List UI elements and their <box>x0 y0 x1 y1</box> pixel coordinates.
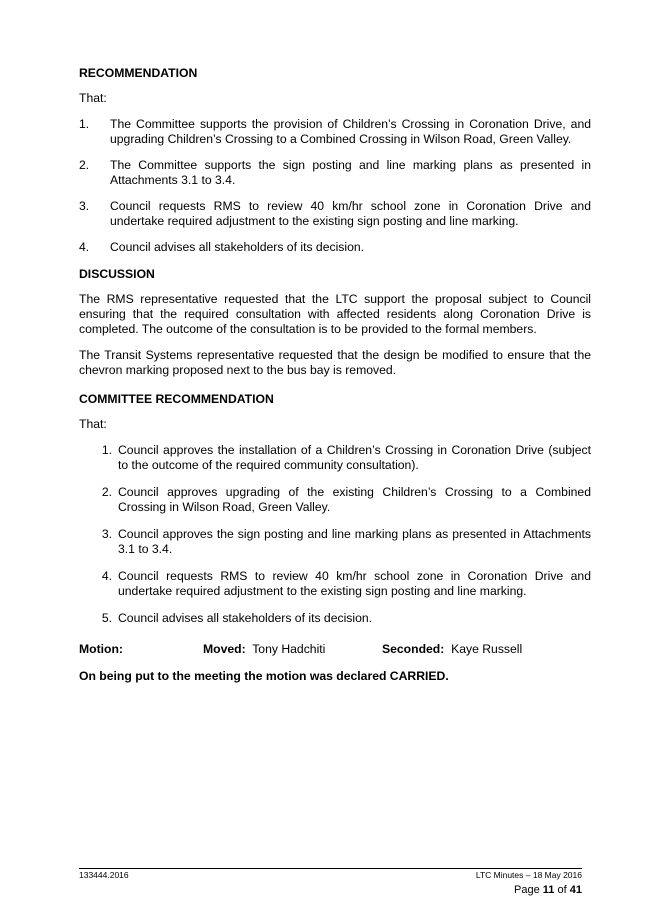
committee-intro: That: <box>79 417 107 431</box>
moved-block <box>203 642 382 657</box>
list-item-number: 4. <box>101 569 112 583</box>
moved-label: Moved: <box>203 642 246 656</box>
list-item-text: The Committee supports the provision of Children’s Crossing in Coronation Drive, and upgrading Children’s Crossing to a Combined Crossing in Wilson Road, Green Valley. <box>110 117 591 146</box>
list-item <box>79 485 591 515</box>
footer-doc-number: 133444.2016 <box>79 870 129 880</box>
list-item-text: Council approves the sign posting and line marking plans as presented in Attachments 3.1 to 3.4. <box>118 527 591 556</box>
committee-recommendation-list <box>79 443 591 626</box>
list-item <box>79 199 591 229</box>
list-item <box>79 527 591 557</box>
list-item-text: Council approves upgrading of the existing Children’s Crossing to a Combined Crossing in Wilson Road, Green Valley. <box>118 485 591 514</box>
list-item <box>79 158 591 188</box>
committee-recommendation-heading: COMMITTEE RECOMMENDATION <box>79 392 274 406</box>
list-item <box>79 569 591 599</box>
list-item-text: Council advises all stakeholders of its decision. <box>110 240 365 254</box>
page-word: Page <box>514 884 540 896</box>
page-of: of <box>557 884 567 896</box>
seconded-label: Seconded: <box>382 642 445 656</box>
list-item-number: 3. <box>101 527 112 541</box>
list-item-text: Council approves the installation of a Children’s Crossing in Coronation Drive (subject to the outcome of the required community consultation). <box>118 443 591 472</box>
list-item-number: 4. <box>79 240 90 254</box>
footer-divider <box>79 868 582 869</box>
seconded-block <box>382 642 522 657</box>
page-total: 41 <box>569 884 582 896</box>
discussion-paragraph: The RMS representative requested that the LTC support the proposal subject to Council ensuring that the required consultation with affected residents along Coronation Drive is completed. The outcome of the consultation is to be provided to the formal members. <box>79 292 591 336</box>
list-item-text: Council requests RMS to review 40 km/hr school zone in Coronation Drive and undertake required adjustment to the existing sign posting and line marking. <box>110 199 591 228</box>
list-item-text: Council advises all stakeholders of its decision. <box>118 611 373 625</box>
motion-row <box>79 642 591 657</box>
list-item <box>79 117 591 147</box>
list-item-number: 2. <box>101 485 112 499</box>
list-item <box>79 443 591 473</box>
motion-label: Motion: <box>79 642 123 656</box>
page-content <box>79 66 591 684</box>
list-item-text: Council requests RMS to review 40 km/hr school zone in Coronation Drive and undertake required adjustment to the existing sign posting and line marking. <box>118 569 591 598</box>
page-number <box>514 884 582 897</box>
recommendation-intro: That: <box>79 91 107 105</box>
list-item-text: The Committee supports the sign posting and line marking plans as presented in Attachments 3.1 to 3.4. <box>110 158 591 187</box>
seconded-by: Kaye Russell <box>451 642 523 656</box>
list-item-number: 5. <box>101 611 112 625</box>
moved-by: Tony Hadchiti <box>252 642 326 656</box>
page-current: 11 <box>542 884 555 896</box>
discussion-heading: DISCUSSION <box>79 267 155 281</box>
list-item <box>79 240 591 255</box>
recommendation-list <box>79 117 591 255</box>
list-item-number: 3. <box>79 199 90 213</box>
list-item-number: 1. <box>79 117 90 131</box>
list-item <box>79 611 591 626</box>
motion-result: On being put to the meeting the motion was declared CARRIED. <box>79 669 449 683</box>
list-item-number: 2. <box>79 158 90 172</box>
recommendation-heading: RECOMMENDATION <box>79 66 198 80</box>
discussion-paragraph: The Transit Systems representative requested that the design be modified to ensure that the chevron marking proposed next to the bus bay is removed. <box>79 348 591 377</box>
list-item-number: 1. <box>101 443 112 457</box>
footer-doc-title: LTC Minutes – 18 May 2016 <box>475 870 582 880</box>
